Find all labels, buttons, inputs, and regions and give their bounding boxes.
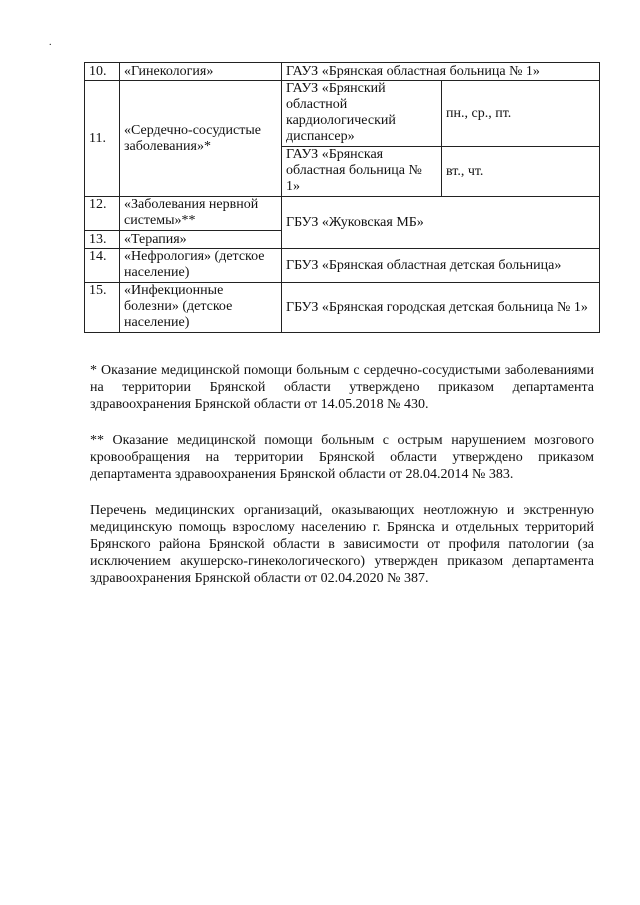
row-number: 14.: [85, 249, 120, 283]
row-number: 11.: [85, 81, 120, 197]
row-number: 15.: [85, 283, 120, 333]
table-row: [85, 249, 600, 283]
profile-cell: «Терапия»: [120, 231, 282, 249]
organization-cell: ГАУЗ «Брянская областная больница № 1»: [282, 63, 600, 81]
schedule-days-cell: пн., ср., пт.: [442, 81, 600, 147]
profile-cell: «Нефрология» (детское население): [120, 249, 282, 283]
footnote-neuro: [90, 432, 594, 483]
profile-cell: «Заболевания нервной системы»**: [120, 197, 282, 231]
organization-cell: ГБУЗ «Брянская областная детская больница»: [282, 249, 600, 283]
table-row: [85, 63, 600, 81]
profile-cell: «Инфекционные болезни» (детское население): [120, 283, 282, 333]
table-row: [85, 81, 600, 147]
organization-cell: ГАУЗ «Брянский областной кардиологический диспансер»: [282, 81, 442, 147]
paragraph-order-list: [90, 502, 594, 587]
footnote-text: * Оказание медицинской помощи больным с сердечно-сосудистыми заболеваниями на территории Брянской области утверждено приказом департамента здравоохранения Брянской области от 14.05.2018 № 430.: [90, 363, 594, 412]
row-number: 13.: [85, 231, 120, 249]
profile-cell: «Гинекология»: [120, 63, 282, 81]
organization-cell: ГБУЗ «Жуковская МБ»: [282, 197, 600, 249]
row-number: 10.: [85, 63, 120, 81]
table-row: [85, 197, 600, 231]
organization-cell: ГБУЗ «Брянская городская детская больница № 1»: [282, 283, 600, 333]
table-row: [85, 283, 600, 333]
footnote-text: ** Оказание медицинской помощи больным с острым нарушением мозгового кровообращения на территории Брянской области утверждено приказом департамента здравоохранения Брянской области от 28.04.2014 № 383.: [90, 433, 594, 482]
row-number: 12.: [85, 197, 120, 231]
schedule-days-cell: вт., чт.: [442, 147, 600, 197]
paragraph-text: Перечень медицинских организаций, оказывающих неотложную и экстренную медицинскую помощь взрослому населению г. Брянска и отдельных территорий Брянского района Брянской области в зависимости от профиля патологии (за исключением акушерско-гинекологического) утвержден приказом департамента здравоохранения Брянской области от 02.04.2020 № 387.: [90, 503, 594, 586]
profile-organization-table: [84, 62, 600, 333]
profile-cell: «Сердечно-сосудистые заболевания»*: [120, 81, 282, 197]
scan-dot-mark: .: [49, 37, 52, 48]
footnote-cardio: [90, 362, 594, 413]
organization-cell: ГАУЗ «Брянская областная больница № 1»: [282, 147, 442, 197]
